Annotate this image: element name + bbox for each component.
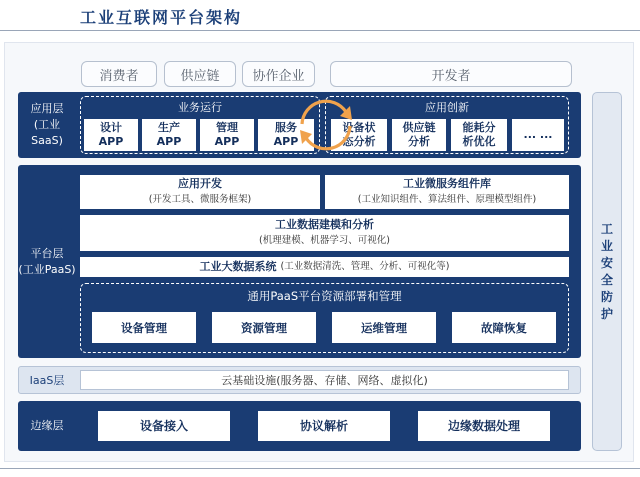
security-char-5: 防 <box>600 289 613 304</box>
supply-chain-pill: 供应链 <box>164 61 236 87</box>
big-data-system-title: 工业大数据系统 <box>199 260 277 273</box>
big-data-system-box <box>80 257 569 277</box>
supply-chain-analysis-line1: 供应链 <box>402 121 436 134</box>
resource-management-box: 资源管理 <box>212 312 316 343</box>
cloud-infrastructure-box: 云基础设施(服务器、存储、网络、虚拟化) <box>80 370 569 390</box>
security-char-6: 护 <box>600 306 613 321</box>
business-ops-title: 业务运行 <box>178 101 222 114</box>
page-title: 工业互联网平台架构 <box>80 8 243 27</box>
partner-enterprise-pill: 协作企业 <box>242 61 315 87</box>
bottom-divider <box>0 468 640 469</box>
fault-recovery-box: 故障恢复 <box>452 312 556 343</box>
developer-pill: 开发者 <box>330 61 572 87</box>
application-layer-label <box>18 92 76 158</box>
service-app-line1: 服务 <box>275 121 297 134</box>
app-development-sub: (开发工具、微服务框架) <box>148 194 252 205</box>
edge-layer-label: 边缘层 <box>30 419 64 432</box>
design-app-box <box>84 119 138 151</box>
platform-layer-sub: (工业PaaS) <box>18 262 76 276</box>
management-app-line2: APP <box>214 135 240 148</box>
management-app-line1: 管理 <box>216 121 238 134</box>
industrial-security-bar <box>592 92 622 451</box>
microservice-library-sub: (工业知识组件、算法组件、原理模型组件) <box>357 194 537 205</box>
device-management-box: 设备管理 <box>92 312 196 343</box>
edge-data-processing-box: 边缘数据处理 <box>418 411 550 441</box>
energy-optimization-line2: 析优化 <box>462 135 496 148</box>
app-development-box <box>80 175 320 209</box>
application-layer-name: 应用层 <box>30 102 64 115</box>
production-app-box <box>142 119 196 151</box>
security-char-4: 全 <box>600 272 613 287</box>
more-apps-box: ... ... <box>512 119 564 151</box>
consumer-pill: 消费者 <box>81 61 157 87</box>
iaas-layer-label: IaaS层 <box>29 374 65 387</box>
design-app-line2: APP <box>98 135 124 148</box>
app-innovation-title: 应用创新 <box>425 101 469 114</box>
title-divider <box>0 30 640 31</box>
cycle-arc-top <box>302 101 346 124</box>
protocol-parsing-box: 协议解析 <box>258 411 390 441</box>
cycle-arc-bottom <box>306 126 350 149</box>
service-app-line2: APP <box>273 135 299 148</box>
energy-optimization-box <box>451 119 507 151</box>
ops-management-box: 运维管理 <box>332 312 436 343</box>
platform-layer-name: 平台层 <box>30 246 64 260</box>
data-modeling-box <box>80 215 569 251</box>
platform-layer-label <box>18 165 76 358</box>
paas-resource-title: 通用PaaS平台资源部署和管理 <box>247 289 402 303</box>
application-layer-sub: (工业SaaS) <box>31 118 63 147</box>
management-app-box <box>200 119 254 151</box>
security-char-2: 业 <box>600 238 613 253</box>
microservice-library-title: 工业微服务组件库 <box>403 177 491 190</box>
equipment-status-line1: 设备状 <box>342 121 376 134</box>
energy-optimization-line1: 能耗分 <box>462 121 496 134</box>
app-development-title: 应用开发 <box>178 177 222 190</box>
equipment-status-line2: 态分析 <box>342 135 376 148</box>
data-modeling-title: 工业数据建模和分析 <box>275 218 374 231</box>
cycle-arrows-icon <box>294 94 358 156</box>
production-app-line1: 生产 <box>158 121 180 134</box>
security-char-1: 工 <box>600 221 613 236</box>
big-data-system-sub: (工业数据清洗、管理、分析、可视化等) <box>280 261 450 272</box>
security-char-3: 安 <box>600 255 613 270</box>
microservice-library-box <box>325 175 569 209</box>
device-access-box: 设备接入 <box>98 411 230 441</box>
supply-chain-analysis-box <box>392 119 446 151</box>
data-modeling-sub: (机理建模、机器学习、可视化) <box>259 235 390 246</box>
supply-chain-analysis-line2: 分析 <box>408 135 430 148</box>
design-app-line1: 设计 <box>100 121 122 134</box>
production-app-line2: APP <box>156 135 182 148</box>
